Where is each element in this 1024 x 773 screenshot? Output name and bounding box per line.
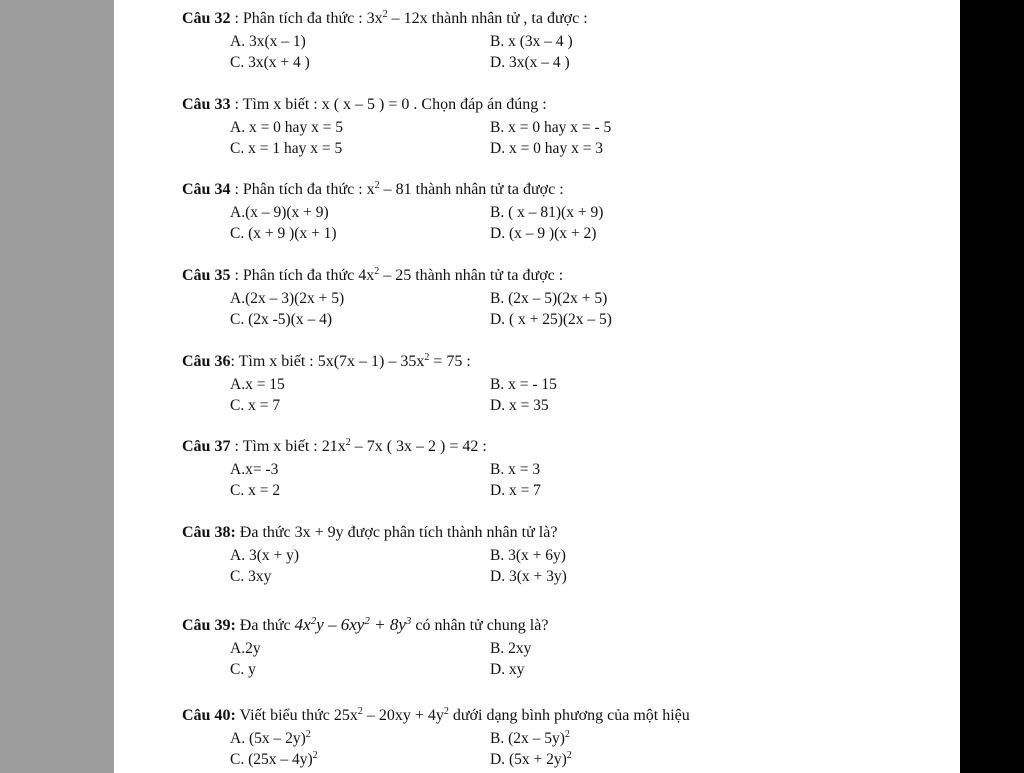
option-d: D. ( x + 25)(2x – 5) xyxy=(490,311,612,328)
option-d: D. x = 35 xyxy=(490,397,549,414)
option-d: D. (x – 9 )(x + 2) xyxy=(490,225,597,242)
option-b: B. (2x – 5y)$^2$ xyxy=(490,729,570,747)
option-b: B. 2xy xyxy=(490,640,532,657)
option-d: D. xy xyxy=(490,661,525,678)
document-page xyxy=(114,0,960,773)
option-c: C. (2x -5)(x – 4) xyxy=(230,311,333,328)
question-37 xyxy=(182,438,902,501)
question-stem: Câu 32 : Phân tích đa thức : $3x^2 - 12x$ thành nhân tử , ta được : xyxy=(182,9,588,27)
option-d: D. 3x(x – 4 ) xyxy=(490,54,570,71)
option-a: A.x= -3 xyxy=(230,461,279,478)
option-a: A. x = 0 hay x = 5 xyxy=(230,119,344,136)
question-32 xyxy=(182,10,902,73)
right-band xyxy=(960,0,1024,773)
question-stem: Câu 37 : Tìm x biết : $21x^2 - 7x$ ( 3x – 2 ) = 42 : xyxy=(182,437,487,455)
option-a: A. 3(x + y) xyxy=(230,547,300,564)
option-c: C. x = 7 xyxy=(230,397,281,414)
option-b: B. 3(x + 6y) xyxy=(490,547,566,564)
question-39 xyxy=(182,616,902,680)
option-d: D. $(5x + 2y)^2$ xyxy=(490,750,572,768)
math-expression: $4x^2y - 6xy^2 + 8y^3$ xyxy=(294,615,412,634)
answer-options xyxy=(182,117,902,159)
option-a: A.2y xyxy=(230,640,261,657)
option-a: A. 3x(x – 1) xyxy=(230,33,306,50)
option-a: A.(x – 9)(x + 9) xyxy=(230,204,329,221)
answer-options xyxy=(182,638,902,680)
question-38 xyxy=(182,524,902,587)
question-36 xyxy=(182,353,902,416)
answer-options xyxy=(182,459,902,501)
answer-options xyxy=(182,202,902,244)
question-40 xyxy=(182,707,902,770)
question-stem: Câu 40: Viết biểu thức $25x^2 - 20xy + 4y^2$ dưới dạng bình phương của một hiệu xyxy=(182,706,690,724)
option-a: A.x = 15 xyxy=(230,376,285,393)
question-34 xyxy=(182,181,902,244)
answer-options xyxy=(182,545,902,587)
option-c: C. (25x – 4y)$^2$ xyxy=(230,750,318,768)
option-b: B. x = 0 hay x = - 5 xyxy=(490,119,612,136)
option-b: B. x (3x – 4 ) xyxy=(490,33,573,50)
question-stem: Câu 34 : Phân tích đa thức : $x^2 - 81$ thành nhân tử ta được : xyxy=(182,180,564,198)
question-stem: Câu 35 : Phân tích đa thức $4x^2 - 25$ thành nhân tử ta được : xyxy=(182,266,564,284)
answer-options xyxy=(182,31,902,73)
option-b: B. (2x – 5)(2x + 5) xyxy=(490,290,608,307)
option-b: B. ( x – 81)(x + 9) xyxy=(490,204,604,221)
option-c: C. 3x(x + 4 ) xyxy=(230,54,310,71)
answer-options xyxy=(182,728,902,770)
option-a: A.(2x – 3)(2x + 5) xyxy=(230,290,345,307)
option-c: C. 3xy xyxy=(230,568,272,585)
option-b: B. x = - 15 xyxy=(490,376,557,393)
question-35 xyxy=(182,267,902,330)
option-d: D. x = 7 xyxy=(490,482,541,499)
answer-options xyxy=(182,288,902,330)
option-c: C. y xyxy=(230,661,256,678)
option-c: C. x = 1 hay x = 5 xyxy=(230,140,343,157)
answer-options xyxy=(182,374,902,416)
question-stem: Câu 38: Đa thức 3x + 9y được phân tích thành nhân tử là? xyxy=(182,524,558,541)
option-b: B. x = 3 xyxy=(490,461,541,478)
question-stem: Câu 39: Đa thức $4x^2y - 6xy^2 + 8y^3$ có nhân tử chung là? xyxy=(182,615,549,634)
option-c: C. (x + 9 )(x + 1) xyxy=(230,225,337,242)
question-stem: Câu 36: Tìm x biết : $5x(7x - 1) - 35x^2 = 75$ : xyxy=(182,352,471,370)
option-c: C. x = 2 xyxy=(230,482,281,499)
option-a: A. (5x – 2y)$^2$ xyxy=(230,729,311,747)
question-stem: Câu 33 : Tìm x biết : x ( x – 5 ) = 0 . Chọn đáp án đúng : xyxy=(182,96,547,113)
question-33 xyxy=(182,96,902,159)
option-d: D. 3(x + 3y) xyxy=(490,568,567,585)
left-gutter xyxy=(0,0,114,773)
option-d: D. x = 0 hay x = 3 xyxy=(490,140,604,157)
